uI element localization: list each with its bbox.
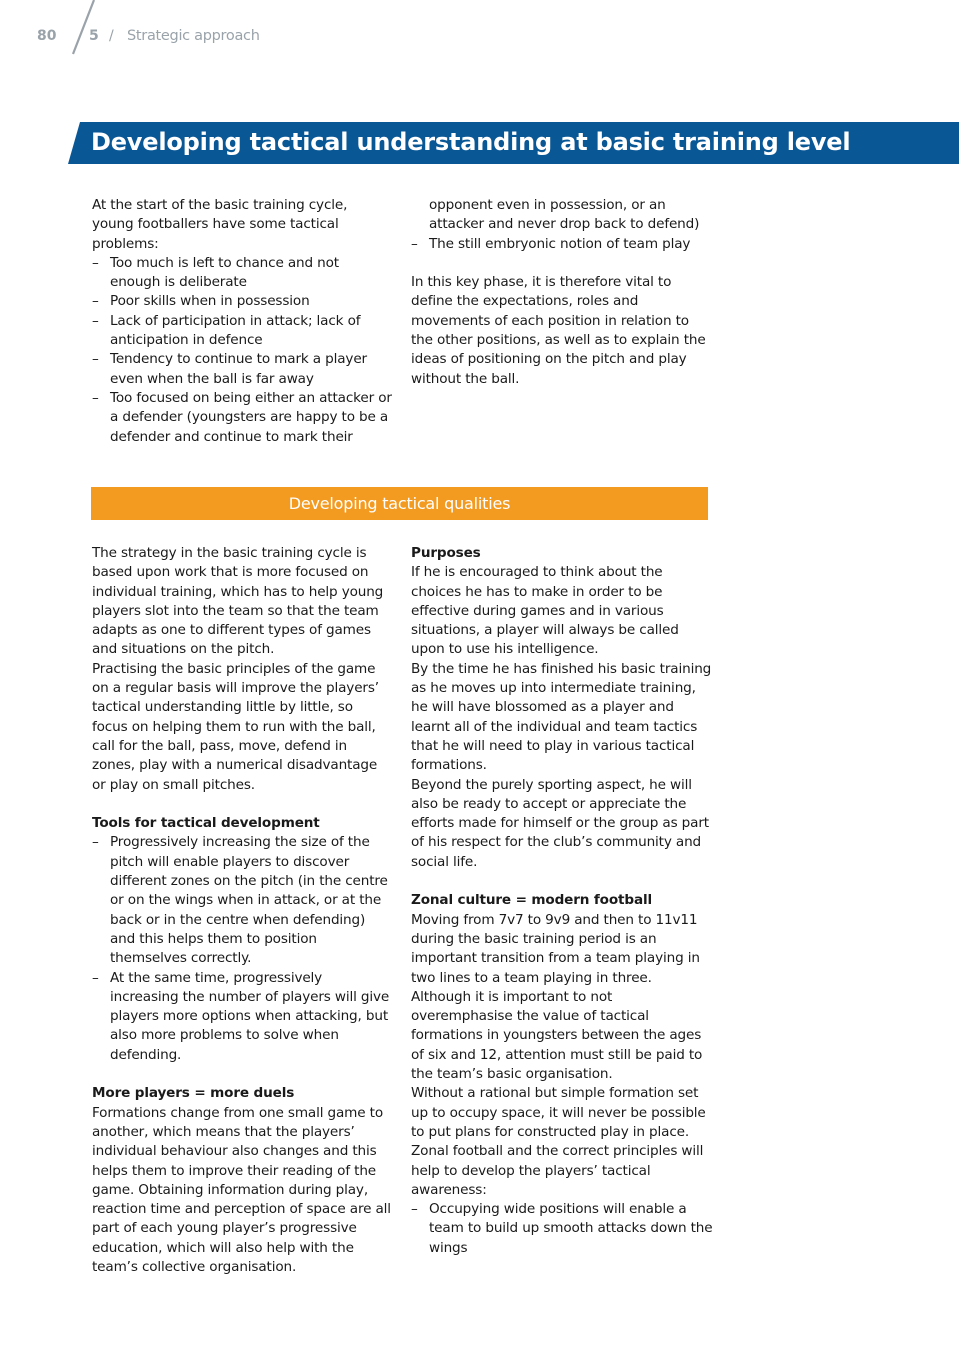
list-item-text: Lack of participation in attack; lack of anticipation in defence bbox=[110, 312, 361, 349]
zonal-paragraph-4: Zonal football and the correct principles will help to develop the players’ tactical awareness: bbox=[411, 1143, 704, 1198]
intro-right-column bbox=[411, 196, 711, 389]
problems-list bbox=[92, 254, 392, 447]
list-item bbox=[411, 235, 711, 254]
list-item-text: Progressively increasing the size of the pitch will enable players to discover different zones on the pitch (in the centre or on the wings when in attack, or at the back or in the centre when defending) and this helps them to position themselves correctly. bbox=[110, 834, 388, 967]
dash-bullet: – bbox=[411, 235, 418, 252]
list-item bbox=[92, 292, 392, 311]
list-item bbox=[92, 312, 392, 351]
purposes-paragraph-2: By the time he has finished his basic training as he moves up into intermediate training, he will have blossomed as a player and learnt all of the individual and team tactics that he will need to play in various tactical formations. bbox=[411, 660, 712, 774]
list-item bbox=[92, 833, 392, 968]
chapter-title: Strategic approach bbox=[127, 28, 260, 44]
intro-left-column bbox=[92, 196, 392, 447]
list-item-text-continuation: opponent even in possession, or an attacker and never drop back to defend) bbox=[429, 197, 700, 233]
list-item bbox=[92, 969, 392, 1065]
section-title: Developing tactical understanding at basic training level bbox=[91, 128, 851, 156]
header-slash-divider bbox=[0, 0, 120, 60]
zonal-paragraph-2: Although it is important to not overemphasise the value of tactical formations in youngsters between the ages of six and 12, attention must still be paid to the team’s basic organisation. bbox=[411, 988, 703, 1083]
dash-bullet: – bbox=[92, 389, 99, 406]
dash-bullet: – bbox=[92, 312, 99, 329]
dash-bullet: – bbox=[411, 1201, 418, 1218]
list-item-text: Too focused on being either an attacker or a defender (youngsters are happy to be a defender and continue to mark their bbox=[110, 389, 392, 445]
dash-bullet: – bbox=[92, 969, 99, 986]
page-number: 80 bbox=[37, 28, 57, 44]
list-item-text: The still embryonic notion of team play bbox=[429, 235, 691, 252]
purposes-paragraph-1: If he is encouraged to think about the choices he has to make in order to be effective during games and in various situations, a player will always be called upon to use his intelligence. bbox=[411, 564, 679, 658]
chapter-number: 5 bbox=[89, 28, 99, 44]
zonal-list bbox=[411, 1200, 713, 1258]
strategy-paragraph-2: Practising the basic principles of the game on a regular basis will improve the players’ tactical understanding little by little, so focus on helping them to run with the ball, call for the ball, pass, move, defend in zones, play with a numerical disadvantage or play on small pitches. bbox=[92, 660, 379, 793]
duels-paragraph: Formations change from one small game to another, which means that the players’ individual behaviour also changes and this helps them to improve their reading of the game. Obtaining information during play, reaction time and perception of space are all part of each young player’s progressive education, which will also help with the team’s collective organisation. bbox=[92, 1104, 391, 1275]
header-separator: / bbox=[109, 28, 114, 44]
zonal-paragraph-1: Moving from 7v7 to 9v9 and then to 11v11 during the basic training period is an important transition from a team playing in two lines to a team playing in three. bbox=[411, 911, 700, 986]
purposes-heading: Purposes bbox=[411, 545, 481, 561]
dash-bullet: – bbox=[92, 834, 99, 851]
box-left-column bbox=[92, 544, 392, 1277]
conclusion-paragraph: In this key phase, it is therefore vital to define the expectations, roles and movements of each position in relation to the other positions, as well as to explain the ideas of positioning on the pitch and play without the ball. bbox=[411, 274, 706, 387]
dash-bullet: – bbox=[92, 293, 99, 310]
dash-bullet: – bbox=[92, 254, 99, 271]
zonal-heading: Zonal culture = modern football bbox=[411, 892, 653, 909]
list-item bbox=[92, 350, 392, 389]
list-item bbox=[411, 1200, 713, 1258]
intro-paragraph: At the start of the basic training cycle, young footballers have some tactical problems: bbox=[92, 197, 348, 252]
zonal-paragraph-3: Without a rational but simple formation set up to occupy space, it will never be possible to put plans for constructed play in place. bbox=[411, 1085, 706, 1140]
list-item bbox=[92, 254, 392, 293]
list-item-text: Occupying wide positions will enable a team to build up smooth attacks down the wings bbox=[429, 1201, 713, 1256]
list-item-text: Poor skills when in possession bbox=[110, 293, 310, 310]
qualities-box-title: Developing tactical qualities bbox=[288, 494, 511, 513]
tools-heading: Tools for tactical development bbox=[92, 815, 320, 832]
tools-list bbox=[92, 833, 392, 1065]
dash-bullet: – bbox=[92, 351, 99, 368]
list-item-text: At the same time, progressively increasing the number of players will give players more options when attacking, but also more problems to solve when defending. bbox=[110, 969, 390, 1063]
strategy-paragraph-1: The strategy in the basic training cycle is based upon work that is more focused on individual training, which has to help young players slot into the team so that the team adapts as one to different types of games and situations on the pitch. bbox=[92, 545, 384, 658]
qualities-box-header bbox=[91, 487, 708, 520]
duels-heading: More players = more duels bbox=[92, 1085, 295, 1102]
purposes-paragraph-3: Beyond the purely sporting aspect, he will also be ready to accept or appreciate the efforts made for himself or the group as part of his respect for the club’s community and social life. bbox=[411, 776, 709, 870]
section-title-banner bbox=[68, 122, 959, 164]
list-item-continuation bbox=[411, 196, 711, 235]
list-item-text: Tendency to continue to mark a player even when the ball is far away bbox=[110, 351, 367, 387]
list-item bbox=[92, 389, 392, 447]
box-right-column bbox=[411, 544, 713, 1258]
list-item-text: Too much is left to chance and not enough is deliberate bbox=[110, 254, 339, 291]
